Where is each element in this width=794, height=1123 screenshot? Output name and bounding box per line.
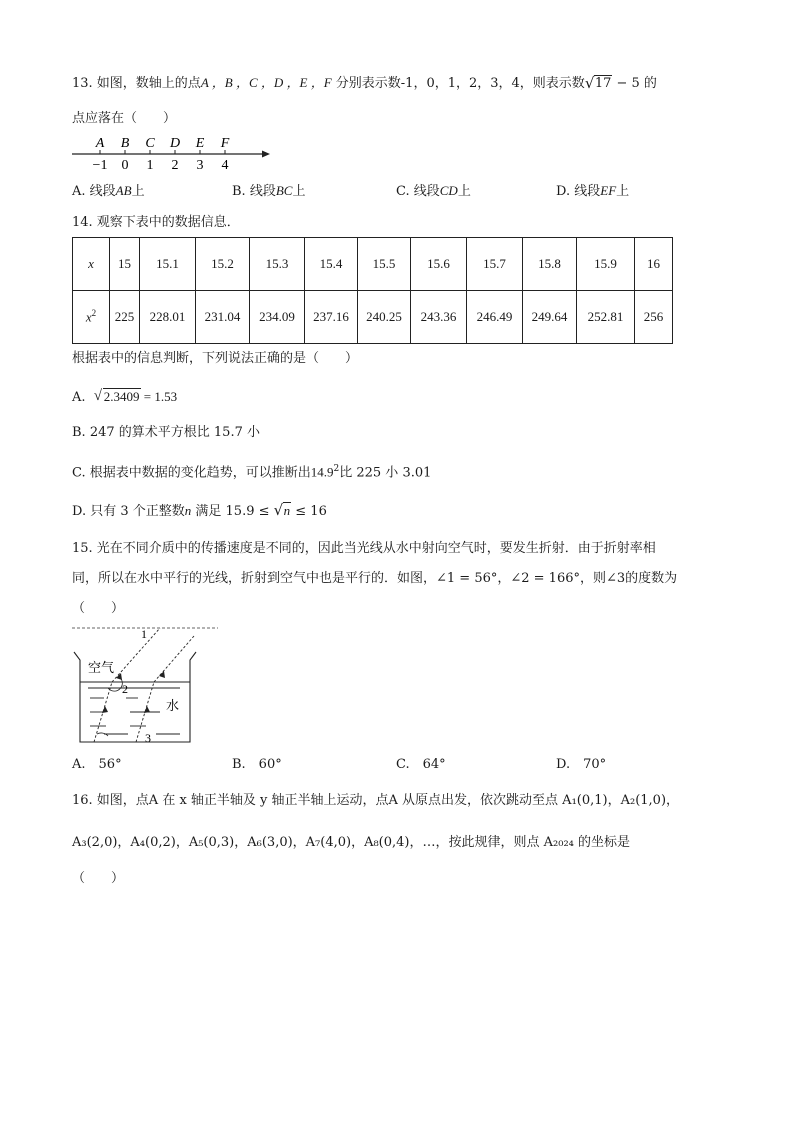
number-line-value: 2 [171,158,179,173]
table-row-x-squared [73,291,673,344]
q13-option-seg: CD [439,183,458,198]
q14-option-c [72,460,431,482]
q14-option-d-sqrt: √ n [273,501,291,519]
q14-option-c-sup: 2 [333,464,340,474]
row-x2-header [73,291,110,344]
q13-option-tail: 上 [292,184,306,199]
q13-option-letter: D. [556,184,575,199]
q14-option-c-base: 14.9 [310,464,334,480]
number-line-value: 3 [196,158,204,173]
q13-point-labels: A ，B ，C ，D ，E ，F [200,75,332,90]
cell-x2-value: 256 [635,291,673,344]
cell-x2-value: 246.49 [467,291,523,344]
q14-option-d [72,502,327,521]
angle-3-arc [97,733,108,736]
q13-option-tail: 上 [131,184,145,199]
q13-option-text: 线段 [574,184,601,199]
q13-option-d [556,182,629,201]
cell-x-value: 16 [635,238,673,291]
q14-option-a-result: = 1.53 [140,389,178,404]
q14-prompt: 根据表中的信息判断，下列说法正确的是（ ） [72,351,359,366]
point-label-d: D [169,136,181,151]
angle-label-2: 2 [122,682,128,696]
q13-option-letter: C. [396,184,414,199]
cell-x2-value: 249.64 [523,291,577,344]
q13-option-a [72,182,145,201]
cell-x2-value: 234.09 [250,291,305,344]
number-line-value: 1 [146,158,154,173]
q13-option-tail: 上 [457,184,471,199]
label-water: 水 [166,699,180,714]
q15-option-b: B. 60° [232,757,282,772]
q13-option-c [396,182,471,201]
q14-option-a-letter: A. [72,390,86,405]
cell-x-value: 15.6 [411,238,467,291]
q16-stem-line1: 16. 如图，点A 在 x 轴正半轴及 y 轴正半轴上运动，点A 从原点出发，依次跳动至点 A₁(0,1)，A₂(1,0)， [72,793,680,808]
q13-stem-mid: 分别表示数-1，0，1，2，3，4，则表示数 [331,76,585,91]
q13-option-letter: B. [232,184,250,199]
q15-refraction-diagram [70,622,220,750]
q14-option-a-radicand: 2.3409 [103,389,140,404]
cell-x2-value: 240.25 [358,291,411,344]
q13-minus: − 5 的 [612,76,657,91]
ray-arrow-icon [102,706,108,713]
cell-x-value: 15.5 [358,238,411,291]
q15-option-a: A. 56° [72,757,122,772]
q14-table [72,237,673,344]
q13-number-line [70,132,280,174]
cell-x-value: 15.1 [140,238,196,291]
cell-x2-value: 228.01 [140,291,196,344]
q13-option-text: 线段 [413,184,440,199]
cell-x-value: 15 [110,238,140,291]
label-air: 空气 [88,661,115,676]
q13-option-tail: 上 [616,184,630,199]
q13-stem-text: 13. 如图，数轴上的点 [72,76,201,91]
q14-option-d-radicand: n [283,503,291,518]
q14-option-b: B. 247 的算术平方根比 15.7 小 [72,425,260,440]
light-ray-air-1 [112,628,160,682]
q14-stem: 14. 观察下表中的数据信息． [72,215,240,230]
point-label-e: E [195,136,205,151]
q16-stem-line2: A₃(2,0)，A₄(0,2)，A₅(0,3)，A₆(3,0)，A₇(4,0)，A₈(0,4)，…，按此规律，则点 A₂₀₂₄ 的坐标是 [72,835,631,850]
q14-option-a [72,388,177,407]
q13-option-seg: BC [275,183,293,198]
cell-x2-value: 237.16 [305,291,358,344]
q14-option-c-text: C. 根据表中数据的变化趋势，可以推断出 [72,465,311,481]
table-row-x [73,238,673,291]
q13-stem-line1 [72,74,657,93]
q14-option-d-mid: 满足 15.9 ≤ [191,504,274,519]
cell-x2-value: 225 [110,291,140,344]
number-line-value: −1 [92,158,108,173]
ray-arrow-icon [144,706,150,713]
cell-x2-value: 231.04 [196,291,250,344]
q13-option-letter: A. [72,184,90,199]
point-label-f: F [220,136,230,151]
number-line-value: 0 [121,158,129,173]
point-label-c: C [145,136,155,151]
point-label-b: B [120,136,130,151]
q15-option-c: C. 64° [396,757,446,772]
q13-sqrt: √ 17 [584,74,612,92]
q14-option-a-sqrt: √ 2.3409 [93,388,140,404]
cell-x-value: 15.4 [305,238,358,291]
q13-radicand: 17 [594,76,612,91]
q13-option-b [232,182,305,201]
q13-option-text: 线段 [89,184,116,199]
q14-option-d-n: n [184,503,192,518]
ray-arrow-icon [159,671,165,678]
q13-option-seg: AB [115,183,132,198]
q15-stem-line1: 15. 光在不同介质中的传播速度是不同的，因此当光线从水中射向空气时，要发生折射．由于折射率相 [72,541,656,556]
q14-option-d-text: D. 只有 3 个正整数 [72,504,185,519]
row-x-header [73,238,110,291]
x2-label: x [85,309,92,325]
q13-option-text: 线段 [249,184,276,199]
q14-option-c-tail: 比 225 小 3.01 [339,465,432,481]
number-line-value: 4 [221,158,229,173]
q14-option-d-tail: ≤ 16 [291,504,327,519]
point-label-a: A [95,136,105,151]
q15-option-d: D. 70° [556,757,607,772]
cell-x-value: 15.8 [523,238,577,291]
number-line-arrow-icon [262,151,270,158]
cell-x-value: 15.7 [467,238,523,291]
angle-label-1: 1 [141,627,147,641]
cell-x-value: 15.3 [250,238,305,291]
q16-stem-line3: （ ） [72,871,125,886]
angle-label-3: 3 [145,731,151,745]
q15-stem-line3: （ ） [72,601,125,616]
cell-x-value: 15.2 [196,238,250,291]
q15-stem-line2: 同，所以在水中平行的光线，折射到空气中也是平行的．如图，∠1 = 56°，∠2 = 166°，则∠3的度数为 [72,571,678,586]
q13-option-seg: EF [600,183,617,198]
x2-sup: 2 [91,308,97,319]
cell-x2-value: 252.81 [577,291,635,344]
cell-x2-value: 243.36 [411,291,467,344]
cell-x-value: 15.9 [577,238,635,291]
q13-stem-line2: 点应落在（ ） [72,111,177,126]
x-label: x [88,256,94,271]
